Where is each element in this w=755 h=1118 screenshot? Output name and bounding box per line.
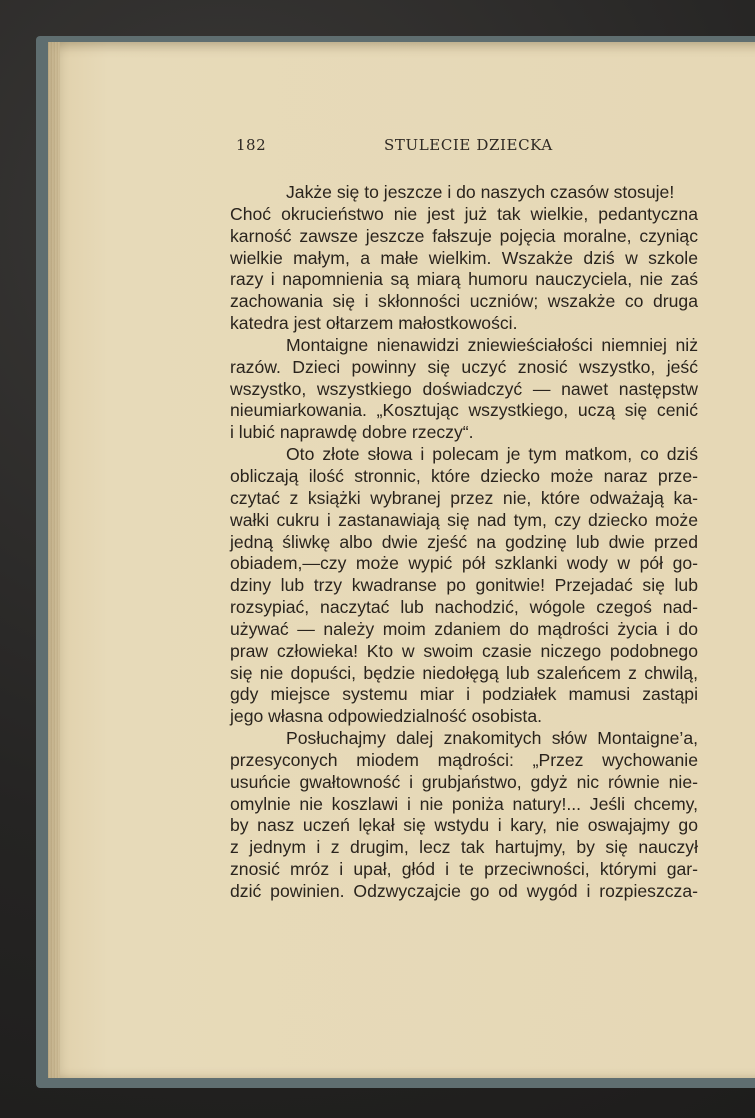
text-line: używać — należy moim zdaniem do mądrości życia i do [230, 618, 698, 639]
text-line: Choć okrucieństwo nie jest już tak wielkie, pedantyczna [230, 203, 698, 224]
text-line: z jednym i z drugim, lecz tak hartujmy, by się nauczył [230, 837, 698, 858]
text-line: dziny lub trzy kwadranse po gonitwie! Przejadać się lub [230, 575, 698, 596]
text-line: katedra jest ołtarzem małostkowości. [230, 313, 518, 334]
page-gutter-edge [48, 42, 60, 1078]
text-line: nieumiarkowania. „Kosztując wszystkiego, uczą się cenić [230, 400, 698, 421]
text-line: dzić powinien. Odzwyczajcie go od wygód i rozpieszcza- [230, 881, 698, 901]
page-number: 182 [236, 136, 267, 154]
text-line: Posłuchajmy dalej znakomitych słów Montaigne’a, [286, 728, 698, 749]
text-line: obiadem,—czy może wypić pół szklanki wody w pół go- [230, 553, 698, 574]
text-line: czytać z książki wybranej przez nie, które odważają ka- [230, 487, 698, 508]
text-line: znosić mróz i upał, głód i te przeciwności, którymi gar- [230, 859, 698, 880]
text-line: Jakże się to jeszcze i do naszych czasów stosuje! [286, 182, 675, 202]
text-line: Oto złote słowa i polecam je tym matkom, co dziś [286, 444, 698, 465]
text-line: się nie dopuści, będzie niedołęgą lub szaleńcem z chwilą, [230, 662, 698, 683]
text-line: wałki cukru i zastanawiają się nad tym, czy dziecko może [230, 509, 698, 530]
running-title: STULECIE DZIECKA [384, 136, 553, 154]
text-line: usuńcie gwałtowność i grubjaństwo, gdyż nic równie nie- [230, 771, 698, 792]
text-line: zachowania się i skłonności uczniów; wszakże co druga [230, 291, 698, 312]
text-line: jedną śliwkę albo dwie zjeść na godzinę lub dwie przed [230, 531, 698, 552]
text-line: praw człowieka! Kto w swoim czasie niczego podobnego [230, 640, 698, 661]
text-line: omylnie nie koszlawi i nie poniża natury!... Jeśli chcemy, [230, 793, 698, 814]
text-line: przesyconych miodem mądrości: „Przez wychowanie [230, 749, 698, 770]
text-line: rozsypiać, naczytać lub nachodzić, wógole czegoś nad- [230, 597, 698, 618]
text-line: razy i napomnienia są miarą humoru nauczyciela, nie zaś [230, 269, 698, 290]
text-line: by nasz uczeń lękał się wstydu i kary, nie oswajajmy go [230, 815, 698, 836]
page-header [236, 136, 714, 158]
text-line: wielkie małym, a małe wielkim. Wszakże dziś w szkole [230, 247, 698, 268]
text-line: obliczają ilość stronnic, które dziecko może naraz prze- [230, 465, 698, 486]
text-line: karność zawsze jeszcze fałszuje pojęcia moralne, czyniąc [230, 225, 698, 246]
text-line: gdy miejsce systemu miar i podziałek mamusi zastąpi [230, 684, 698, 705]
text-line: razów. Dzieci powinny się uczyć znosić wszystko, jeść [230, 356, 698, 377]
text-line: jego własna odpowiedzialność osobista. [230, 706, 542, 727]
body-text [230, 182, 698, 903]
text-line: i lubić naprawdę dobre rzeczy“. [230, 422, 474, 443]
text-line: Montaigne nienawidzi zniewieściałości niemniej niż [286, 334, 698, 355]
text-line: wszystko, wszystkiego doświadczyć — nawet następstw [230, 378, 698, 399]
